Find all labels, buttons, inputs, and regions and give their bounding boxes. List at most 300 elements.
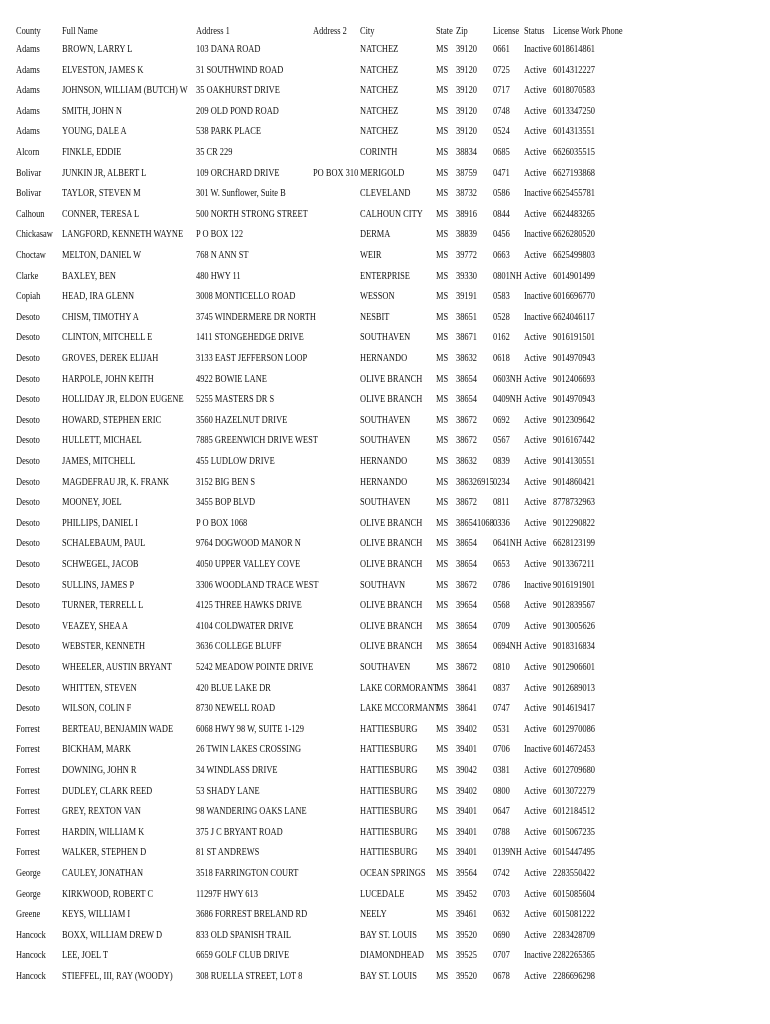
cell-zip: 38839 <box>456 229 477 241</box>
cell-license: 0603NH <box>493 373 522 385</box>
cell-full-name: HARPOLE, JOHN KEITH <box>62 373 154 385</box>
cell-zip: 39401 <box>456 826 477 838</box>
cell-license: 0647 <box>493 806 510 818</box>
cell-address-1: 500 NORTH STRONG STREET <box>196 208 308 220</box>
cell-zip: 38654 <box>456 559 477 570</box>
cell-county: Desoto <box>16 517 40 529</box>
cell-state: MS <box>436 868 449 879</box>
cell-zip: 38672 <box>456 497 477 509</box>
cell-full-name: CLINTON, MITCHELL E <box>62 332 153 344</box>
cell-zip: 39120 <box>456 105 477 117</box>
table-row <box>0 720 770 740</box>
cell-full-name: HOLLIDAY JR, ELDON EUGENE <box>62 394 184 406</box>
cell-city: SOUTHAVEN <box>360 332 411 344</box>
cell-full-name: MOONEY, JOEL <box>62 497 122 509</box>
cell-state: MS <box>436 662 449 673</box>
cell-license: 0678 <box>493 971 510 982</box>
cell-county: Desoto <box>16 311 40 323</box>
cell-address-1: 3636 COLLEGE BLUFF <box>196 641 282 653</box>
cell-phone: 9013367211 <box>553 559 595 570</box>
cell-full-name: DUDLEY, CLARK REED <box>62 785 153 797</box>
cell-address-1: P O BOX 122 <box>196 229 244 241</box>
cell-status: Active <box>524 373 547 385</box>
cell-address-1: 81 ST ANDREWS <box>196 847 260 859</box>
cell-license: 0706 <box>493 744 510 756</box>
cell-status: Active <box>524 888 547 900</box>
cell-county: Alcorn <box>16 147 40 158</box>
cell-state: MS <box>436 44 449 55</box>
cell-zip: 38632 <box>456 456 477 467</box>
cell-city: SOUTHAVN <box>360 579 406 591</box>
cell-status: Active <box>524 662 547 673</box>
cell-phone: 2283428709 <box>553 929 595 941</box>
header-license: License <box>493 26 520 37</box>
cell-address-1: 35 CR 229 <box>196 147 233 158</box>
cell-full-name: KIRKWOOD, ROBERT C <box>62 888 154 900</box>
cell-phone: 6626280520 <box>553 229 595 241</box>
cell-county: Desoto <box>16 456 40 467</box>
cell-status: Inactive <box>524 579 552 591</box>
cell-full-name: ELVESTON, JAMES K <box>62 64 144 76</box>
cell-license: 0703 <box>493 888 510 900</box>
cell-state: MS <box>436 641 449 653</box>
cell-county: Desoto <box>16 620 40 632</box>
cell-full-name: GREY, REXTON VAN <box>62 806 141 818</box>
cell-city: HATTIESBURG <box>360 847 418 859</box>
table-row <box>0 885 770 905</box>
table-row <box>0 843 770 863</box>
table-row <box>0 225 770 245</box>
cell-state: MS <box>436 414 449 426</box>
cell-city: MERIGOLD <box>360 167 405 179</box>
cell-county: Desoto <box>16 538 40 550</box>
cell-full-name: TAYLOR, STEVEN M <box>62 188 141 200</box>
table-row <box>0 802 770 822</box>
table-row <box>0 267 770 287</box>
cell-zip: 39401 <box>456 744 477 756</box>
cell-full-name: SCHWEGEL, JACOB <box>62 559 139 570</box>
table-row <box>0 926 770 946</box>
cell-license: 0801NH <box>493 270 522 282</box>
cell-state: MS <box>436 188 449 200</box>
cell-city: ENTERPRISE <box>360 270 410 282</box>
cell-status: Inactive <box>524 44 552 55</box>
cell-county: Calhoun <box>16 208 45 220</box>
cell-state: MS <box>436 847 449 859</box>
cell-city: NATCHEZ <box>360 64 399 76</box>
cell-status: Active <box>524 868 547 879</box>
cell-license: 0661 <box>493 44 510 55</box>
header-county: County <box>16 26 41 37</box>
cell-address-1: 3152 BIG BEN S <box>196 476 256 488</box>
cell-county: Desoto <box>16 641 40 653</box>
cell-license: 0409NH <box>493 394 522 406</box>
cell-status: Active <box>524 785 547 797</box>
cell-phone: 6015067235 <box>553 826 595 838</box>
cell-county: George <box>16 868 41 879</box>
table-row <box>0 205 770 225</box>
cell-status: Inactive <box>524 744 552 756</box>
cell-zip: 38632 <box>456 353 477 364</box>
cell-city: HERNANDO <box>360 476 408 488</box>
cell-address-1: 209 OLD POND ROAD <box>196 105 279 117</box>
cell-status: Active <box>524 620 547 632</box>
cell-county: Desoto <box>16 662 40 673</box>
cell-license: 0747 <box>493 703 510 715</box>
cell-county: Desoto <box>16 497 40 509</box>
cell-city: HATTIESBURG <box>360 744 418 756</box>
cell-address-1: 4125 THREE HAWKS DRIVE <box>196 600 302 612</box>
cell-zip: 38654 <box>456 620 477 632</box>
cell-license: 0839 <box>493 456 510 467</box>
cell-phone: 6016696770 <box>553 291 595 303</box>
table-row <box>0 761 770 781</box>
cell-status: Active <box>524 126 547 138</box>
header-full-name: Full Name <box>62 26 98 37</box>
cell-state: MS <box>436 971 449 982</box>
table-row <box>0 431 770 451</box>
cell-license: 0528 <box>493 311 510 323</box>
cell-county: Forrest <box>16 723 40 735</box>
cell-city: HERNANDO <box>360 353 408 364</box>
cell-state: MS <box>436 909 449 921</box>
cell-phone: 2282265365 <box>553 950 595 962</box>
cell-county: Adams <box>16 85 40 97</box>
cell-county: Desoto <box>16 682 40 694</box>
cell-license: 0653 <box>493 559 510 570</box>
cell-zip: 39520 <box>456 971 477 982</box>
table-row <box>0 164 770 184</box>
cell-county: Bolivar <box>16 188 42 200</box>
cell-state: MS <box>436 517 449 529</box>
cell-full-name: CONNER, TERESA L <box>62 208 140 220</box>
cell-county: Desoto <box>16 579 40 591</box>
cell-phone: 6018614861 <box>553 44 595 55</box>
cell-address-1: 5242 MEADOW POINTE DRIVE <box>196 662 314 673</box>
cell-address-1: 31 SOUTHWIND ROAD <box>196 64 284 76</box>
cell-license: 0810 <box>493 662 510 673</box>
table-row <box>0 61 770 81</box>
cell-full-name: MELTON, DANIEL W <box>62 250 142 261</box>
cell-city: HATTIESBURG <box>360 826 418 838</box>
cell-county: Adams <box>16 126 40 138</box>
cell-city: CALHOUN CITY <box>360 208 423 220</box>
cell-county: Desoto <box>16 703 40 715</box>
cell-county: Greene <box>16 909 41 921</box>
cell-state: MS <box>436 929 449 941</box>
header-address-2: Address 2 <box>313 26 347 37</box>
header-city: City <box>360 26 375 37</box>
cell-full-name: MAGDEFRAU JR, K. FRANK <box>62 476 170 488</box>
cell-address-1: 3745 WINDERMERE DR NORTH <box>196 311 316 323</box>
cell-zip: 38671 <box>456 332 477 344</box>
cell-full-name: LEE, JOEL T <box>62 950 108 962</box>
cell-phone: 8778732963 <box>553 497 595 509</box>
table-row <box>0 308 770 328</box>
cell-state: MS <box>436 497 449 509</box>
cell-status: Active <box>524 353 547 364</box>
cell-city: OLIVE BRANCH <box>360 600 423 612</box>
cell-address-1: 3686 FORREST BRELAND RD <box>196 909 308 921</box>
cell-city: OLIVE BRANCH <box>360 641 423 653</box>
cell-status: Active <box>524 847 547 859</box>
table-row <box>0 411 770 431</box>
cell-state: MS <box>436 476 449 488</box>
cell-county: Clarke <box>16 270 39 282</box>
cell-city: DIAMONDHEAD <box>360 950 424 962</box>
cell-address-1: 420 BLUE LAKE DR <box>196 682 271 694</box>
cell-city: OLIVE BRANCH <box>360 517 423 529</box>
cell-zip: 38654 <box>456 373 477 385</box>
cell-full-name: WHITTEN, STEVEN <box>62 682 137 694</box>
cell-city: NATCHEZ <box>360 105 399 117</box>
cell-zip: 38732 <box>456 188 477 200</box>
cell-phone: 9012689013 <box>553 682 595 694</box>
cell-state: MS <box>436 765 449 776</box>
cell-license: 0709 <box>493 620 510 632</box>
cell-state: MS <box>436 311 449 323</box>
table-row <box>0 122 770 142</box>
cell-phone: 9012839567 <box>553 600 595 612</box>
cell-status: Active <box>524 682 547 694</box>
cell-license: 0692 <box>493 414 510 426</box>
cell-zip: 39564 <box>456 868 477 879</box>
cell-city: DERMA <box>360 229 391 241</box>
table-row <box>0 534 770 554</box>
cell-county: Desoto <box>16 435 40 447</box>
cell-state: MS <box>436 291 449 303</box>
cell-full-name: BROWN, LARRY L <box>62 44 133 55</box>
cell-phone: 9014970943 <box>553 353 595 364</box>
cell-full-name: PHILLIPS, DANIEL I <box>62 517 138 529</box>
cell-city: WEIR <box>360 250 382 261</box>
cell-phone: 6624483265 <box>553 208 595 220</box>
cell-address-1: 538 PARK PLACE <box>196 126 262 138</box>
cell-state: MS <box>436 826 449 838</box>
cell-state: MS <box>436 559 449 570</box>
cell-status: Active <box>524 909 547 921</box>
cell-full-name: WHEELER, AUSTIN BRYANT <box>62 662 172 673</box>
cell-state: MS <box>436 85 449 97</box>
cell-state: MS <box>436 167 449 179</box>
cell-full-name: KEYS, WILLIAM I <box>62 909 131 921</box>
cell-status: Active <box>524 476 547 488</box>
cell-county: Hancock <box>16 971 46 982</box>
cell-full-name: WEBSTER, KENNETH <box>62 641 146 653</box>
cell-address-1: 375 J C BRYANT ROAD <box>196 826 283 838</box>
cell-state: MS <box>436 64 449 76</box>
table-row <box>0 514 770 534</box>
cell-phone: 6627193868 <box>553 167 595 179</box>
cell-full-name: HEAD, IRA GLENN <box>62 291 135 303</box>
cell-license: 0844 <box>493 208 510 220</box>
header-phone: License Work Phone <box>553 26 623 37</box>
cell-city: CORINTH <box>360 147 398 158</box>
cell-state: MS <box>436 208 449 220</box>
cell-city: HERNANDO <box>360 456 408 467</box>
cell-zip: 39452 <box>456 888 477 900</box>
cell-phone: 2283550422 <box>553 868 595 879</box>
cell-address-1: 455 LUDLOW DRIVE <box>196 456 275 467</box>
table-row <box>0 864 770 884</box>
cell-full-name: HULLETT, MICHAEL <box>62 435 142 447</box>
cell-status: Inactive <box>524 291 552 303</box>
cell-address-1: 103 DANA ROAD <box>196 44 261 55</box>
cell-zip: 39330 <box>456 270 477 282</box>
cell-status: Inactive <box>524 229 552 241</box>
table-row <box>0 81 770 101</box>
cell-status: Active <box>524 414 547 426</box>
table-row <box>0 102 770 122</box>
cell-license: 0685 <box>493 147 510 158</box>
cell-license: 0583 <box>493 291 510 303</box>
cell-status: Active <box>524 703 547 715</box>
cell-address-1: 3560 HAZELNUT DRIVE <box>196 414 288 426</box>
table-row <box>0 287 770 307</box>
table-row <box>0 967 770 987</box>
cell-status: Active <box>524 826 547 838</box>
cell-full-name: JOHNSON, WILLIAM (BUTCH) W <box>62 85 188 97</box>
cell-zip: 39401 <box>456 847 477 859</box>
cell-city: WESSON <box>360 291 395 303</box>
cell-zip: 38672 <box>456 579 477 591</box>
cell-zip: 39120 <box>456 44 477 55</box>
cell-status: Active <box>524 497 547 509</box>
cell-full-name: CHISM, TIMOTHY A <box>62 311 139 323</box>
cell-address-1: 4104 COLDWATER DRIVE <box>196 620 294 632</box>
cell-status: Active <box>524 85 547 97</box>
cell-state: MS <box>436 723 449 735</box>
cell-city: OLIVE BRANCH <box>360 373 423 385</box>
table-row <box>0 946 770 966</box>
cell-county: Forrest <box>16 806 40 818</box>
cell-phone: 9014860421 <box>553 476 595 488</box>
cell-status: Active <box>524 250 547 261</box>
cell-zip: 38641 <box>456 682 477 694</box>
cell-license: 0524 <box>493 126 510 138</box>
cell-phone: 6013072279 <box>553 785 595 797</box>
table-row <box>0 740 770 760</box>
cell-state: MS <box>436 229 449 241</box>
cell-city: HATTIESBURG <box>360 785 418 797</box>
cell-zip: 39120 <box>456 85 477 97</box>
cell-phone: 9014970943 <box>553 394 595 406</box>
cell-phone: 6013347250 <box>553 105 595 117</box>
cell-city: OCEAN SPRINGS <box>360 868 426 879</box>
cell-full-name: SULLINS, JAMES P <box>62 579 135 591</box>
cell-license: 0694NH <box>493 641 522 653</box>
cell-license: 0234 <box>493 476 510 488</box>
cell-license: 0568 <box>493 600 510 612</box>
cell-state: MS <box>436 620 449 632</box>
table-row <box>0 349 770 369</box>
cell-state: MS <box>436 538 449 550</box>
cell-county: George <box>16 888 41 900</box>
cell-phone: 6015085604 <box>553 888 595 900</box>
cell-license: 0717 <box>493 85 510 97</box>
cell-city: LUCEDALE <box>360 888 405 900</box>
cell-county: Chickasaw <box>16 229 53 241</box>
cell-address-1: 308 RUELLA STREET, LOT 8 <box>196 971 303 982</box>
cell-full-name: BOXX, WILLIAM DREW D <box>62 929 163 941</box>
cell-city: LAKE MCCORMANT <box>360 703 440 715</box>
cell-phone: 9012906601 <box>553 662 595 673</box>
cell-state: MS <box>436 332 449 344</box>
cell-address-1: 8730 NEWELL ROAD <box>196 703 276 715</box>
cell-address-1: 768 N ANN ST <box>196 250 249 261</box>
cell-status: Inactive <box>524 311 552 323</box>
cell-phone: 6014312227 <box>553 64 595 76</box>
cell-license: 0837 <box>493 682 510 694</box>
cell-phone: 6014672453 <box>553 744 595 756</box>
cell-phone: 6018070583 <box>553 85 595 97</box>
cell-address-1: 301 W. Sunflower, Suite B <box>196 188 286 200</box>
cell-phone: 6012184512 <box>553 806 595 818</box>
cell-phone: 6012970086 <box>553 723 595 735</box>
table-row <box>0 699 770 719</box>
cell-full-name: GROVES, DEREK ELIJAH <box>62 353 159 364</box>
cell-status: Active <box>524 208 547 220</box>
cell-zip: 38654 <box>456 394 477 406</box>
cell-city: LAKE CORMORANT <box>360 682 439 694</box>
cell-full-name: HOWARD, STEPHEN ERIC <box>62 414 162 426</box>
cell-county: Forrest <box>16 826 40 838</box>
cell-full-name: SCHALEBAUM, PAUL <box>62 538 146 550</box>
header-state: State <box>436 26 453 37</box>
table-row <box>0 596 770 616</box>
cell-phone: 6628123199 <box>553 538 595 550</box>
cell-zip: 39772 <box>456 250 477 261</box>
cell-address-1: 4922 BOWIE LANE <box>196 373 267 385</box>
cell-address-1: 26 TWIN LAKES CROSSING <box>196 744 302 756</box>
table-row <box>0 184 770 204</box>
cell-city: HATTIESBURG <box>360 765 418 776</box>
header-status: Status <box>524 26 545 37</box>
table-row <box>0 40 770 60</box>
cell-state: MS <box>436 703 449 715</box>
cell-city: NATCHEZ <box>360 44 399 55</box>
cell-address-1: 3306 WOODLAND TRACE WEST <box>196 579 319 591</box>
cell-license: 0336 <box>493 517 510 529</box>
cell-phone: 6625455781 <box>553 188 595 200</box>
cell-full-name: HARDIN, WILLIAM K <box>62 826 145 838</box>
table-row <box>0 555 770 575</box>
cell-county: Forrest <box>16 847 40 859</box>
cell-license: 0641NH <box>493 538 522 550</box>
cell-zip: 39120 <box>456 64 477 76</box>
cell-county: Adams <box>16 64 40 76</box>
table-row <box>0 370 770 390</box>
table-row <box>0 473 770 493</box>
cell-state: MS <box>436 435 449 447</box>
cell-zip: 39402 <box>456 723 477 735</box>
cell-status: Active <box>524 971 547 982</box>
cell-phone: 6015081222 <box>553 909 595 921</box>
cell-phone: 9014130551 <box>553 456 595 467</box>
cell-zip: 38641 <box>456 703 477 715</box>
table-row <box>0 576 770 596</box>
cell-license: 0707 <box>493 950 510 962</box>
table-row <box>0 328 770 348</box>
cell-full-name: SMITH, JOHN N <box>62 105 122 117</box>
cell-state: MS <box>436 105 449 117</box>
cell-zip: 38672 <box>456 662 477 673</box>
cell-zip: 38651 <box>456 311 477 323</box>
header-zip: Zip <box>456 26 468 37</box>
cell-license: 0139NH <box>493 847 522 859</box>
cell-status: Active <box>524 765 547 776</box>
cell-zip: 39191 <box>456 291 477 303</box>
